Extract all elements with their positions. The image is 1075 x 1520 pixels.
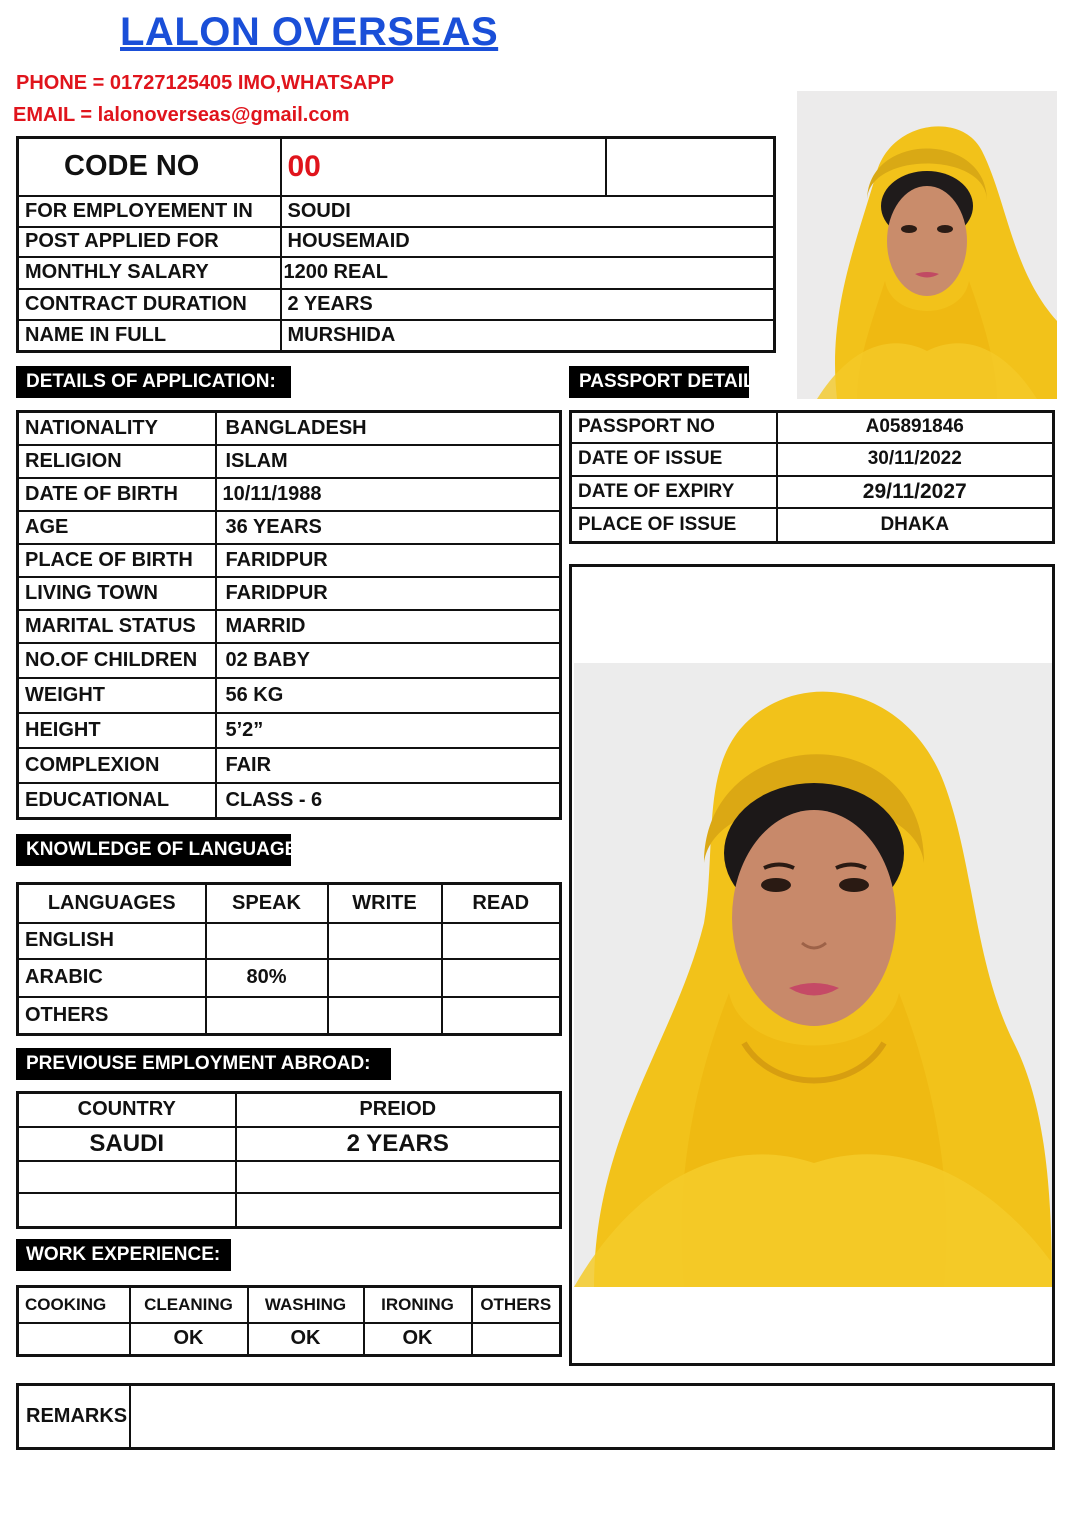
passport-value: DHAKA — [777, 508, 1054, 543]
summary-value: 2 YEARS — [281, 289, 775, 320]
work-header: IRONING — [364, 1287, 472, 1323]
summary-value: SOUDI — [281, 196, 775, 227]
work-table — [16, 1285, 562, 1357]
detail-label: COMPLEXION — [18, 748, 216, 783]
detail-value: 5’2” — [216, 713, 561, 748]
summary-value: MURSHIDA — [281, 320, 775, 352]
code-value: 00 — [281, 138, 606, 196]
detail-value: FARIDPUR — [216, 544, 561, 577]
language-read — [442, 997, 561, 1035]
code-label: CODE NO — [18, 138, 281, 196]
details-table — [16, 410, 562, 820]
detail-label: EDUCATIONAL — [18, 783, 216, 819]
work-header: COOKING — [18, 1287, 130, 1323]
code-empty — [606, 138, 775, 196]
previous-country — [18, 1161, 236, 1193]
detail-value: 56 KG — [216, 678, 561, 713]
section-previous: PREVIOUSE EMPLOYMENT ABROAD: — [16, 1048, 391, 1080]
work-header: CLEANING — [130, 1287, 248, 1323]
detail-label: NO.OF CHILDREN — [18, 643, 216, 678]
language-read — [442, 959, 561, 997]
previous-period — [236, 1193, 561, 1228]
language-speak: 80% — [206, 959, 328, 997]
detail-value: MARRID — [216, 610, 561, 643]
language-write — [328, 959, 442, 997]
passport-label: PLACE OF ISSUE — [571, 508, 777, 543]
remarks-value — [130, 1385, 1054, 1449]
summary-label: MONTHLY SALARY — [18, 257, 281, 289]
detail-label: DATE OF BIRTH — [18, 478, 216, 511]
work-value — [472, 1323, 561, 1356]
detail-label: AGE — [18, 511, 216, 544]
language-speak — [206, 997, 328, 1035]
detail-value: ISLAM — [216, 445, 561, 478]
language-name: OTHERS — [18, 997, 206, 1035]
email-line: EMAIL = lalonoverseas@gmail.com — [13, 104, 350, 126]
detail-value: BANGLADESH — [216, 412, 561, 445]
language-write — [328, 923, 442, 959]
detail-label: MARITAL STATUS — [18, 610, 216, 643]
summary-value: 1200 REAL — [281, 257, 775, 289]
passport-value: A05891846 — [777, 412, 1054, 443]
language-header: SPEAK — [206, 884, 328, 923]
detail-label: HEIGHT — [18, 713, 216, 748]
previous-period: 2 YEARS — [236, 1127, 561, 1161]
summary-label: POST APPLIED FOR — [18, 227, 281, 257]
summary-table — [16, 136, 776, 353]
work-value: OK — [364, 1323, 472, 1356]
language-header: WRITE — [328, 884, 442, 923]
work-header: OTHERS — [472, 1287, 561, 1323]
passport-value: 29/11/2027 — [777, 476, 1054, 508]
remarks-label: REMARKS — [18, 1385, 130, 1449]
summary-label: CONTRACT DURATION — [18, 289, 281, 320]
company-name: LALON OVERSEAS — [120, 10, 499, 54]
passport-label: DATE OF EXPIRY — [571, 476, 777, 508]
detail-label: WEIGHT — [18, 678, 216, 713]
detail-value: FARIDPUR — [216, 577, 561, 610]
summary-value: HOUSEMAID — [281, 227, 775, 257]
previous-table — [16, 1091, 562, 1229]
remarks-table — [16, 1383, 1055, 1450]
language-header: LANGUAGES — [18, 884, 206, 923]
detail-value: 10/11/1988 — [216, 478, 561, 511]
previous-header: PREIOD — [236, 1093, 561, 1127]
section-application: DETAILS OF APPLICATION: — [16, 366, 291, 398]
language-header: READ — [442, 884, 561, 923]
work-value: OK — [130, 1323, 248, 1356]
previous-country — [18, 1193, 236, 1228]
language-name: ENGLISH — [18, 923, 206, 959]
summary-label: NAME IN FULL — [18, 320, 281, 352]
previous-country: SAUDI — [18, 1127, 236, 1161]
detail-value: FAIR — [216, 748, 561, 783]
applicant-photo-small — [797, 91, 1057, 399]
work-value: OK — [248, 1323, 364, 1356]
passport-table — [569, 410, 1055, 544]
work-header: WASHING — [248, 1287, 364, 1323]
detail-value: 36 YEARS — [216, 511, 561, 544]
phone-line: PHONE = 01727125405 IMO,WHATSAPP — [16, 72, 395, 94]
detail-value: CLASS - 6 — [216, 783, 561, 819]
photo-frame — [569, 564, 1055, 1366]
previous-period — [236, 1161, 561, 1193]
work-value — [18, 1323, 130, 1356]
passport-label: PASSPORT NO — [571, 412, 777, 443]
passport-value: 30/11/2022 — [777, 443, 1054, 476]
previous-header: COUNTRY — [18, 1093, 236, 1127]
language-name: ARABIC — [18, 959, 206, 997]
detail-value: 02 BABY — [216, 643, 561, 678]
passport-label: DATE OF ISSUE — [571, 443, 777, 476]
language-speak — [206, 923, 328, 959]
detail-label: RELIGION — [18, 445, 216, 478]
summary-label: FOR EMPLOYEMENT IN — [18, 196, 281, 227]
detail-label: LIVING TOWN — [18, 577, 216, 610]
language-table — [16, 882, 562, 1036]
section-passport: PASSPORT DETAILS: — [569, 366, 749, 398]
language-write — [328, 997, 442, 1035]
section-language: KNOWLEDGE OF LANGUAGE: — [16, 834, 291, 866]
detail-label: NATIONALITY — [18, 412, 216, 445]
language-read — [442, 923, 561, 959]
applicant-photo-large — [574, 663, 1052, 1287]
detail-label: PLACE OF BIRTH — [18, 544, 216, 577]
section-work: WORK EXPERIENCE: — [16, 1239, 231, 1271]
